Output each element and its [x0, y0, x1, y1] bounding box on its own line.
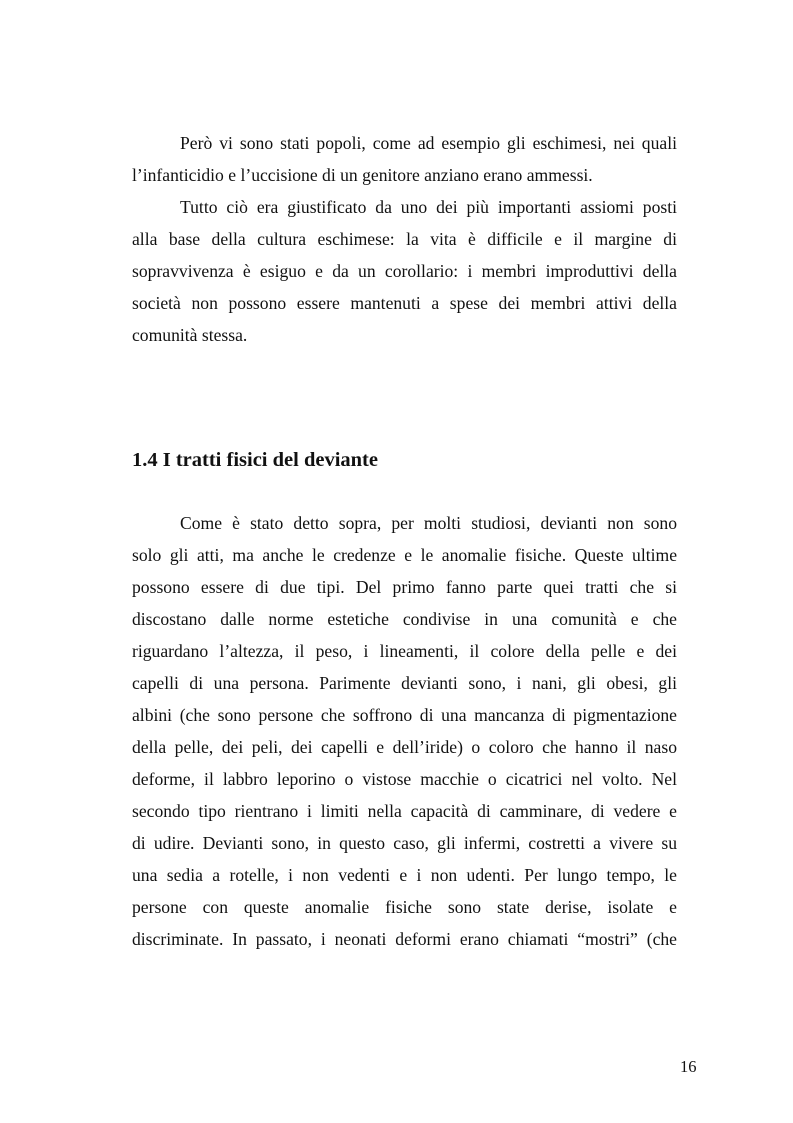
paragraph-3-line-6: capelli di una persona. Parimente devianti sono, i nani, gli obesi, gli [132, 673, 677, 693]
paragraph-3-line-1: Come è stato detto sopra, per molti studiosi, devianti non sono [180, 513, 677, 533]
paragraph-3-line-9: deforme, il labbro leporino o vistose macchie o cicatrici nel volto. Nel [132, 769, 677, 789]
paragraph-3-line-2: solo gli atti, ma anche le credenze e le anomalie fisiche. Queste ultime [132, 545, 677, 565]
paragraph-1-line-1: Però vi sono stati popoli, come ad esempio gli eschimesi, nei quali [180, 133, 677, 153]
paragraph-3-line-4: discostano dalle norme estetiche condivise in una comunità e che [132, 609, 677, 629]
paragraph-3-line-8: della pelle, dei peli, dei capelli e dell’iride) o coloro che hanno il naso [132, 737, 677, 757]
paragraph-3-line-13: persone con queste anomalie fisiche sono state derise, isolate e [132, 897, 677, 917]
paragraph-3-line-5: riguardano l’altezza, il peso, i lineamenti, il colore della pelle e dei [132, 641, 677, 661]
page-number: 16 [680, 1057, 697, 1076]
paragraph-2-line-5: comunità stessa. [132, 325, 248, 345]
paragraph-3-line-14: discriminate. In passato, i neonati deformi erano chiamati “mostri” (che [132, 929, 677, 949]
paragraph-2-line-1: Tutto ciò era giustificato da uno dei più importanti assiomi posti [180, 197, 677, 217]
paragraph-2-line-4: società non possono essere mantenuti a spese dei membri attivi della [132, 293, 677, 313]
paragraph-2-line-2: alla base della cultura eschimese: la vita è difficile e il margine di [132, 229, 677, 249]
paragraph-3-line-3: possono essere di due tipi. Del primo fanno parte quei tratti che si [132, 577, 677, 597]
paragraph-3-line-12: una sedia a rotelle, i non vedenti e i non udenti. Per lungo tempo, le [132, 865, 677, 885]
paragraph-3-line-11: di udire. Devianti sono, in questo caso, gli infermi, costretti a vivere su [132, 833, 677, 853]
section-heading: 1.4 I tratti fisici del deviante [132, 449, 378, 471]
paragraph-1-line-2: l’infanticidio e l’uccisione di un genitore anziano erano ammessi. [132, 165, 593, 185]
paragraph-3-line-10: secondo tipo rientrano i limiti nella capacità di camminare, di vedere e [132, 801, 677, 821]
paragraph-3-line-7: albini (che sono persone che soffrono di una mancanza di pigmentazione [132, 705, 677, 725]
paragraph-2-line-3: sopravvivenza è esiguo e da un corollario: i membri improduttivi della [132, 261, 677, 281]
